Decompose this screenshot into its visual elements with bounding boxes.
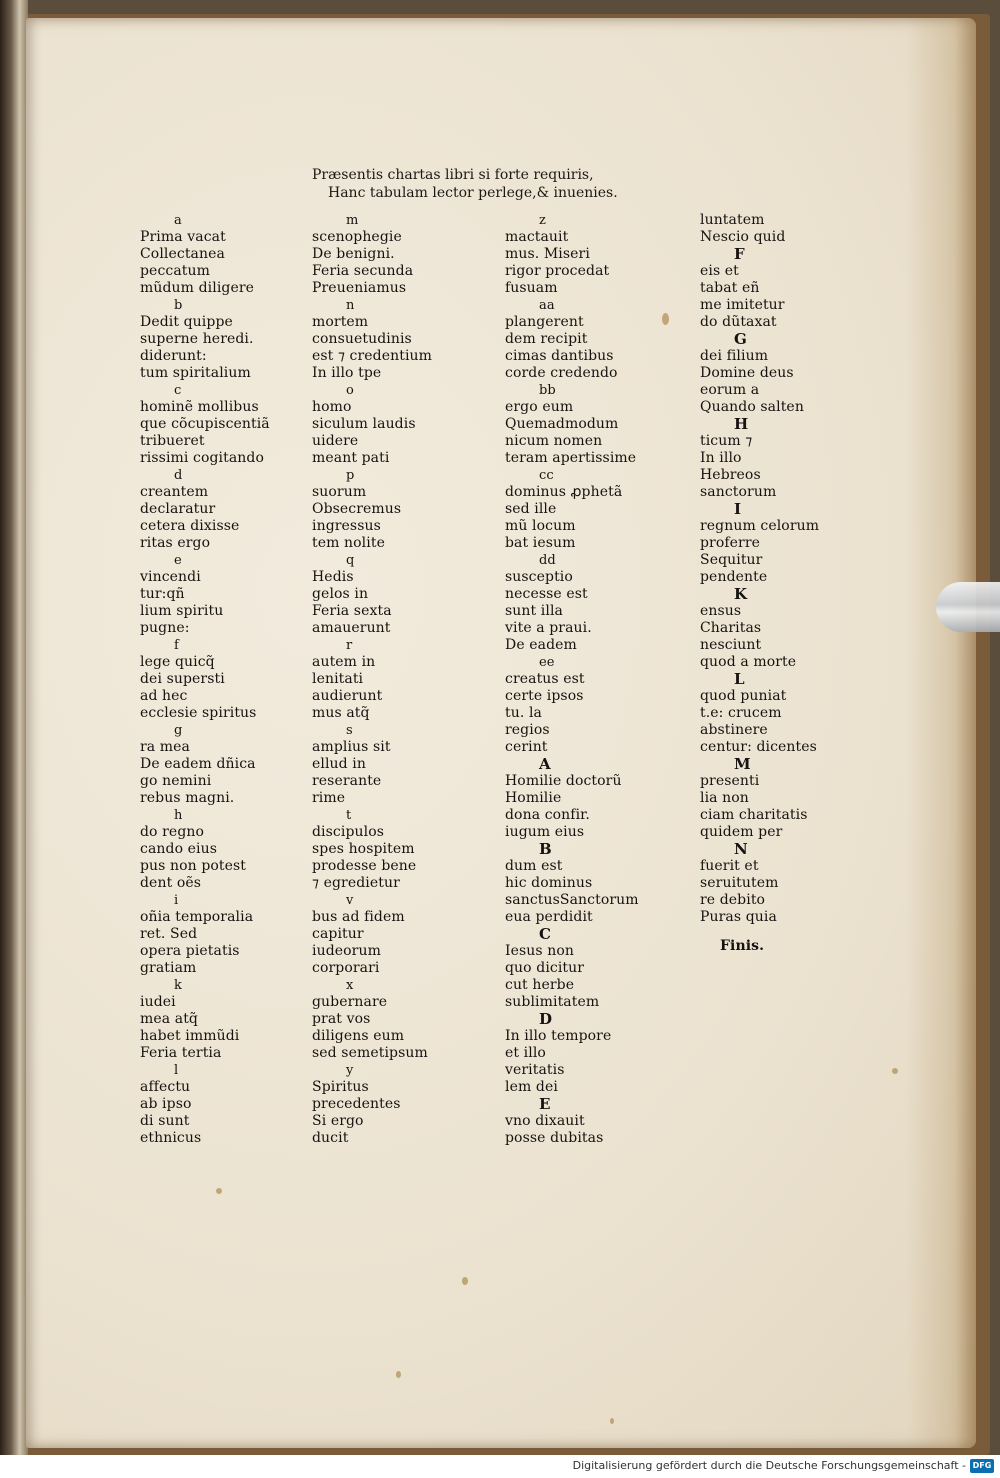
- catchword-entry: go nemini: [140, 773, 212, 789]
- catchword-entry: sublimitatem: [505, 994, 600, 1010]
- catchword-entry: dei supersti: [140, 671, 225, 687]
- catchword-entry: consuetudinis: [312, 331, 412, 347]
- signature-mark: cc: [539, 468, 554, 483]
- catchword-entry: plangerent: [505, 314, 584, 330]
- catchword-entry: prodesse bene: [312, 858, 417, 874]
- signature-mark: l: [174, 1063, 179, 1078]
- catchword-entry: Quemadmodum: [505, 416, 619, 432]
- footer-bar: [0, 1455, 1000, 1478]
- catchword-entry: mũdum diligere: [140, 280, 255, 296]
- catchword-entry: suorum: [312, 484, 367, 500]
- catchword-entry: pendente: [700, 569, 768, 585]
- catchword-entry: proferre: [700, 535, 761, 551]
- catchword-entry: nesciunt: [700, 637, 762, 653]
- catchword-entry: precedentes: [312, 1096, 401, 1112]
- catchword-entry: opera pietatis: [140, 943, 240, 959]
- catchword-entry: creatus est: [505, 671, 585, 687]
- catchword-entry: lem dei: [505, 1079, 558, 1095]
- catchword-entry: dei filium: [700, 348, 769, 364]
- catchword-entry: declaratur: [140, 501, 216, 517]
- catchword-entry: dent oẽs: [140, 875, 202, 891]
- catchword-entry: do dũtaxat: [700, 314, 777, 330]
- catchword-entry: Puras quia: [700, 909, 777, 925]
- catchword-entry: ethnicus: [140, 1130, 202, 1146]
- catchword-entry: mactauit: [505, 229, 569, 245]
- catchword-entry: lege quicq̃: [140, 654, 215, 670]
- catchword-entry: rissimi cogitando: [140, 450, 265, 466]
- signature-mark: a: [174, 213, 182, 228]
- signature-mark: p: [346, 468, 355, 483]
- catchword-entry: lia non: [700, 790, 749, 806]
- register-column-4: [700, 212, 819, 955]
- catchword-entry: uidere: [312, 433, 359, 449]
- catchword-entry: do regno: [140, 824, 205, 840]
- signature-mark: q: [346, 553, 355, 568]
- catchword-entry: regnum celorum: [700, 518, 820, 534]
- signature-mark: k: [174, 978, 182, 993]
- signature-mark: bb: [539, 383, 556, 398]
- catchword-entry: corporari: [312, 960, 380, 976]
- catchword-entry: vno dixauit: [505, 1113, 585, 1129]
- catchword-entry: cerint: [505, 739, 548, 755]
- catchword-entry: tu. la: [505, 705, 542, 721]
- catchword-entry: audierunt: [312, 688, 383, 704]
- catchword-entry: Feria tertia: [140, 1045, 222, 1061]
- catchword-entry: iugum eius: [505, 824, 585, 840]
- foxing-spot: [662, 313, 669, 325]
- catchword-entry: me imitetur: [700, 297, 785, 313]
- catchword-entry: Dedit quippe: [140, 314, 233, 330]
- catchword-entry: hominẽ mollibus: [140, 399, 259, 415]
- signature-mark: dd: [539, 553, 556, 568]
- signature-mark: D: [539, 1010, 553, 1028]
- catchword-entry: ellud in: [312, 756, 366, 772]
- catchword-entry: peccatum: [140, 263, 210, 279]
- catchword-entry: Homilie doctorũ: [505, 773, 622, 789]
- catchword-entry: superne heredi.: [140, 331, 254, 347]
- header-line-2: Hanc tabulam lector perlege,& inuenies.: [328, 185, 618, 201]
- catchword-entry: necesse est: [505, 586, 588, 602]
- catchword-entry: cut herbe: [505, 977, 575, 993]
- catchword-entry: vincendi: [140, 569, 201, 585]
- signature-mark: y: [346, 1063, 354, 1078]
- catchword-entry: eis et: [700, 263, 739, 279]
- catchword-entry: ra mea: [140, 739, 190, 755]
- catchword-entry: que cõcupiscentiã: [140, 416, 270, 432]
- signature-mark: aa: [539, 298, 555, 313]
- catchword-entry: De benigni.: [312, 246, 395, 262]
- signature-mark: s: [346, 723, 353, 738]
- catchword-entry: veritatis: [505, 1062, 565, 1078]
- signature-mark: F: [734, 245, 745, 263]
- catchword-entry: cetera dixisse: [140, 518, 240, 534]
- catchword-entry: dona confir.: [505, 807, 590, 823]
- catchword-entry: Preueniamus: [312, 280, 407, 296]
- signature-mark: I: [734, 500, 742, 518]
- foxing-spot: [396, 1371, 401, 1378]
- catchword-entry: ritas ergo: [140, 535, 211, 551]
- catchword-entry: scenophegie: [312, 229, 402, 245]
- signature-mark: H: [734, 415, 749, 433]
- catchword-entry: Iesus non: [505, 943, 575, 959]
- catchword-entry: re debito: [700, 892, 766, 908]
- catchword-entry: mus. Miseri: [505, 246, 590, 262]
- page-header-verse: [312, 166, 632, 202]
- catchword-entry: bus ad fidem: [312, 909, 405, 925]
- catchword-entry: Feria secunda: [312, 263, 414, 279]
- catchword-entry: gelos in: [312, 586, 369, 602]
- signature-mark: L: [734, 670, 745, 688]
- catchword-entry: bat iesum: [505, 535, 576, 551]
- signature-mark: x: [346, 978, 354, 993]
- catchword-entry: ad hec: [140, 688, 188, 704]
- catchword-entry: Hedis: [312, 569, 354, 585]
- catchword-entry: eorum a: [700, 382, 760, 398]
- catchword-entry: meant pati: [312, 450, 390, 466]
- catchword-entry: quo dicitur: [505, 960, 585, 976]
- catchword-entry: spes hospitem: [312, 841, 415, 857]
- catchword-entry: lium spiritu: [140, 603, 224, 619]
- signature-mark: B: [539, 840, 552, 858]
- signature-mark: d: [174, 468, 183, 483]
- catchword-entry: quidem per: [700, 824, 783, 840]
- signature-mark: o: [346, 383, 354, 398]
- catchword-entry: pugne:: [140, 620, 190, 636]
- catchword-entry: diligens eum: [312, 1028, 405, 1044]
- catchword-entry: Hebreos: [700, 467, 761, 483]
- catchword-entry: tribueret: [140, 433, 205, 449]
- catchword-entry: diderunt:: [140, 348, 207, 364]
- catchword-entry: vite a praui.: [505, 620, 592, 636]
- catchword-entry: Prima vacat: [140, 229, 226, 245]
- catchword-entry: oñia temporalia: [140, 909, 254, 925]
- catchword-entry: Quando salten: [700, 399, 804, 415]
- catchword-entry: eua perdidit: [505, 909, 593, 925]
- catchword-entry: cando eius: [140, 841, 218, 857]
- catchword-entry: susceptio: [505, 569, 573, 585]
- catchword-entry: Homilie: [505, 790, 562, 806]
- catchword-entry: Feria sexta: [312, 603, 392, 619]
- signature-mark: ee: [539, 655, 555, 670]
- finis-mark: Finis.: [720, 938, 765, 954]
- catchword-entry: De eadem: [505, 637, 577, 653]
- catchword-entry: sed ille: [505, 501, 557, 517]
- signature-mark: v: [346, 893, 354, 908]
- catchword-entry: Domine deus: [700, 365, 794, 381]
- page-edge-stain: [906, 18, 976, 1448]
- catchword-entry: prat vos: [312, 1011, 371, 1027]
- foxing-spot: [462, 1277, 468, 1285]
- signature-mark: b: [174, 298, 183, 313]
- signature-mark: i: [174, 893, 179, 908]
- catchword-entry: regios: [505, 722, 550, 738]
- catchword-entry: Sequitur: [700, 552, 763, 568]
- catchword-entry: lenitati: [312, 671, 364, 687]
- catchword-entry: mortem: [312, 314, 369, 330]
- register-column-1: [140, 212, 270, 1147]
- catchword-entry: Spiritus: [312, 1079, 369, 1095]
- catchword-entry: In illo tempore: [505, 1028, 612, 1044]
- catchword-entry: reserante: [312, 773, 382, 789]
- catchword-entry: Charitas: [700, 620, 762, 636]
- catchword-entry: amplius sit: [312, 739, 391, 755]
- catchword-entry: dominus ꝓphetã: [505, 484, 623, 500]
- signature-mark: C: [539, 925, 552, 943]
- catchword-entry: ret. Sed: [140, 926, 198, 942]
- funding-notice: Digitalisierung gefördert durch die Deutsche Forschungsgemeinschaft -: [572, 1459, 966, 1472]
- header-line-1: Præsentis chartas libri si forte requiris,: [312, 167, 594, 183]
- catchword-entry: gubernare: [312, 994, 388, 1010]
- signature-mark: G: [734, 330, 747, 348]
- catchword-entry: certe ipsos: [505, 688, 584, 704]
- signature-mark: z: [539, 213, 546, 228]
- catchword-entry: posse dubitas: [505, 1130, 604, 1146]
- catchword-entry: dem recipit: [505, 331, 588, 347]
- catchword-entry: ticum ⁊: [700, 433, 753, 449]
- signature-mark: m: [346, 213, 359, 228]
- catchword-entry: ergo eum: [505, 399, 574, 415]
- catchword-entry: gratiam: [140, 960, 197, 976]
- catchword-entry: nicum nomen: [505, 433, 603, 449]
- catchword-entry: mea atq̃: [140, 1011, 198, 1027]
- signature-mark: n: [346, 298, 355, 313]
- signature-mark: M: [734, 755, 751, 773]
- signature-mark: h: [174, 808, 183, 823]
- register-column-3: [505, 212, 639, 1147]
- catchword-entry: sanctusSanctorum: [505, 892, 639, 908]
- catchword-entry: ecclesie spiritus: [140, 705, 257, 721]
- catchword-entry: Nescio quid: [700, 229, 786, 245]
- catchword-entry: est ⁊ credentium: [312, 348, 433, 364]
- register-column-2: [312, 212, 432, 1147]
- signature-mark: N: [734, 840, 748, 858]
- catchword-entry: seruitutem: [700, 875, 779, 891]
- catchword-entry: ingressus: [312, 518, 381, 534]
- catchword-entry: teram apertissime: [505, 450, 637, 466]
- catchword-entry: iudei: [140, 994, 176, 1010]
- catchword-entry: In illo tpe: [312, 365, 382, 381]
- catchword-entry: quod a morte: [700, 654, 797, 670]
- catchword-entry: tur:qñ: [140, 586, 185, 602]
- catchword-entry: fuerit et: [700, 858, 759, 874]
- catchword-entry: Si ergo: [312, 1113, 364, 1129]
- catchword-entry: rime: [312, 790, 346, 806]
- catchword-entry: ducit: [312, 1130, 349, 1146]
- catchword-entry: homo: [312, 399, 352, 415]
- catchword-entry: t.e: crucem: [700, 705, 782, 721]
- foxing-spot: [892, 1068, 898, 1074]
- signature-mark: E: [539, 1095, 551, 1113]
- facing-page-edge: [0, 0, 28, 1455]
- signature-mark: f: [174, 638, 179, 653]
- catchword-entry: discipulos: [312, 824, 385, 840]
- signature-mark: A: [539, 755, 551, 773]
- foxing-spot: [610, 1418, 614, 1424]
- catchword-entry: presenti: [700, 773, 760, 789]
- signature-mark: r: [346, 638, 353, 653]
- catchword-entry: habet immũdi: [140, 1028, 240, 1044]
- catchword-entry: mũ locum: [505, 518, 576, 534]
- catchword-entry: quod puniat: [700, 688, 787, 704]
- signature-mark: g: [174, 723, 183, 738]
- catchword-entry: iudeorum: [312, 943, 381, 959]
- signature-mark: K: [734, 585, 748, 603]
- catchword-entry: In illo: [700, 450, 742, 466]
- catchword-entry: sed semetipsum: [312, 1045, 428, 1061]
- catchword-entry: siculum laudis: [312, 416, 416, 432]
- catchword-entry: luntatem: [700, 212, 765, 228]
- catchword-entry: tum spiritalium: [140, 365, 251, 381]
- catchword-entry: dum est: [505, 858, 563, 874]
- catchword-entry: capitur: [312, 926, 364, 942]
- catchword-entry: corde credendo: [505, 365, 618, 381]
- catchword-entry: De eadem dñica: [140, 756, 256, 772]
- catchword-entry: pus non potest: [140, 858, 247, 874]
- catchword-entry: mus atq̃: [312, 705, 370, 721]
- signature-mark: c: [174, 383, 182, 398]
- catchword-entry: rebus magni.: [140, 790, 235, 806]
- catchword-entry: autem in: [312, 654, 376, 670]
- catchword-entry: affectu: [140, 1079, 191, 1095]
- foxing-spot: [216, 1188, 222, 1194]
- catchword-entry: Obsecremus: [312, 501, 402, 517]
- catchword-entry: hic dominus: [505, 875, 593, 891]
- catchword-entry: cimas dantibus: [505, 348, 614, 364]
- glass-page-weight: [936, 582, 1000, 632]
- catchword-entry: ensus: [700, 603, 742, 619]
- catchword-entry: fusuam: [505, 280, 558, 296]
- catchword-entry: ab ipso: [140, 1096, 192, 1112]
- catchword-entry: amauerunt: [312, 620, 391, 636]
- signature-mark: t: [346, 808, 352, 823]
- catchword-entry: tabat eñ: [700, 280, 760, 296]
- catchword-entry: sanctorum: [700, 484, 777, 500]
- catchword-entry: tem nolite: [312, 535, 385, 551]
- catchword-entry: sunt illa: [505, 603, 563, 619]
- catchword-entry: et illo: [505, 1045, 546, 1061]
- dfg-logo: DFG: [970, 1459, 994, 1473]
- catchword-entry: ciam charitatis: [700, 807, 808, 823]
- catchword-entry: creantem: [140, 484, 209, 500]
- catchword-entry: rigor procedat: [505, 263, 610, 279]
- catchword-entry: ⁊ egredietur: [312, 875, 400, 891]
- catchword-entry: Collectanea: [140, 246, 225, 262]
- catchword-entry: di sunt: [140, 1113, 190, 1129]
- catchword-entry: abstinere: [700, 722, 768, 738]
- signature-mark: e: [174, 553, 182, 568]
- catchword-entry: centur: dicentes: [700, 739, 817, 755]
